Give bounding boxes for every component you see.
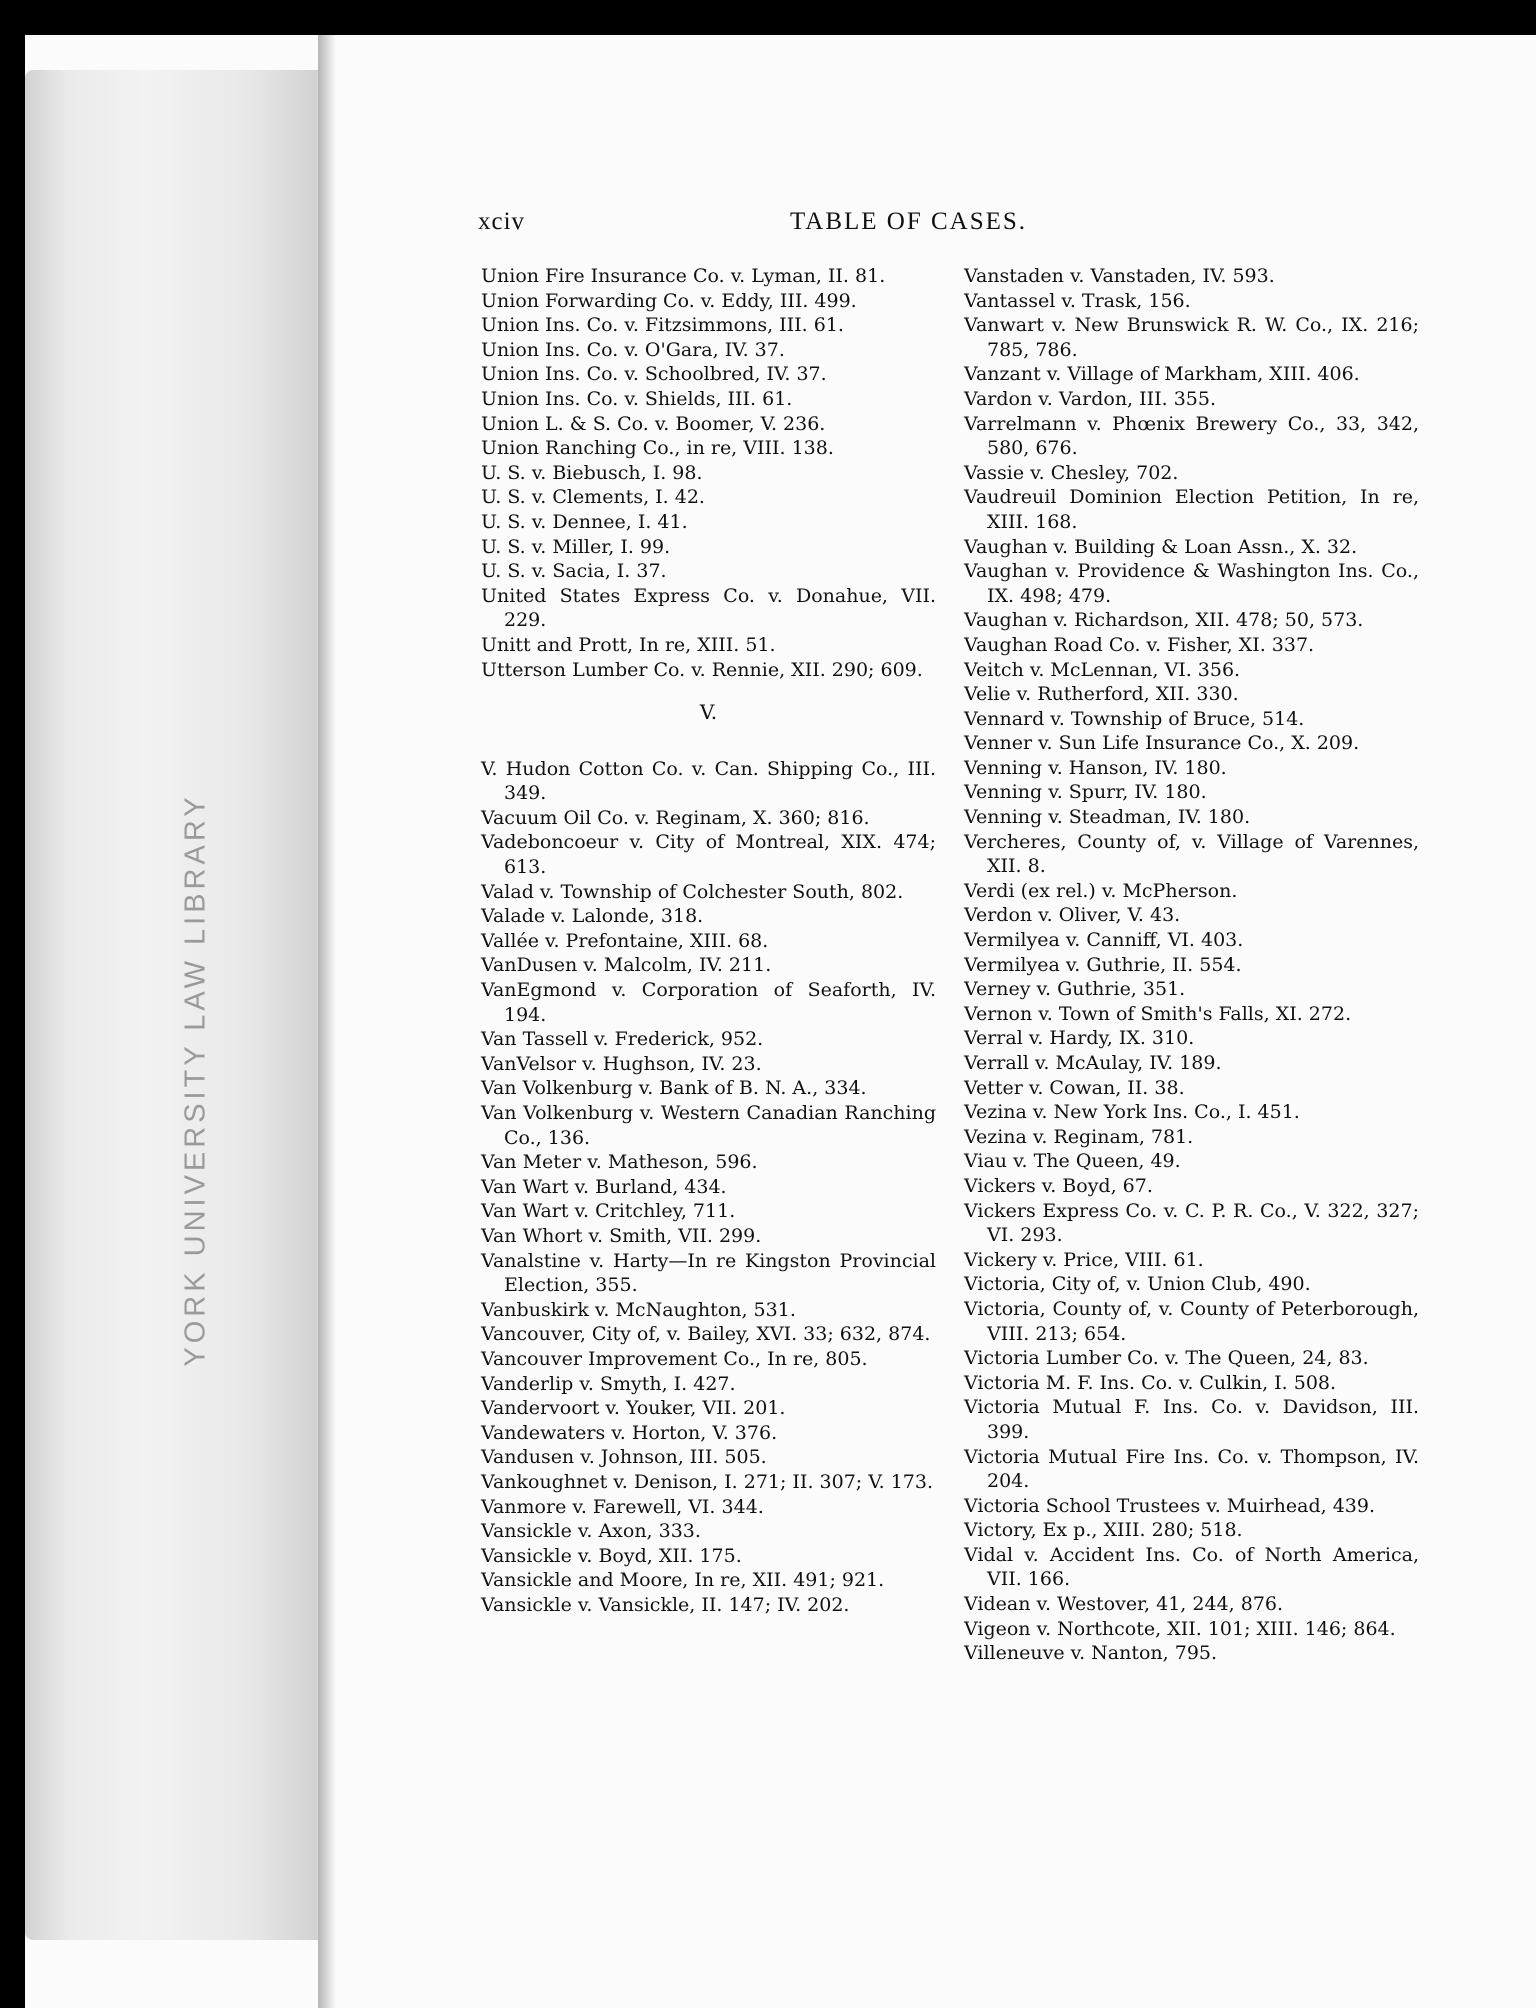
- case-entry: Vickery v. Price, VIII. 61.: [964, 1248, 1204, 1271]
- case-entry: Vezina v. New York Ins. Co., I. 451.: [964, 1101, 1300, 1124]
- case-entry: Union Fire Insurance Co. v. Lyman, II. 81.: [481, 265, 886, 287]
- case-entry: Vermilyea v. Canniff, VI. 403.: [964, 929, 1244, 952]
- case-entry: V. Hudon Cotton Co. v. Can. Shipping Co., III. 349.: [481, 757, 936, 805]
- page-number: xciv: [478, 208, 526, 235]
- section-heading: V.: [699, 700, 718, 725]
- case-entry: United States Express Co. v. Donahue, VII. 229.: [481, 584, 936, 632]
- case-entry: Vercheres, County of, v. Village of Varennes, XII. 8.: [964, 830, 1419, 878]
- case-entry: Vickers Express Co. v. C. P. R. Co., V. 322, 327; VI. 293.: [964, 1199, 1419, 1247]
- case-entry: U. S. v. Dennee, I. 41.: [481, 510, 688, 533]
- case-entry: Viau v. The Queen, 49.: [964, 1150, 1181, 1173]
- left-column-u-entries: [481, 264, 936, 682]
- case-entry: Vaudreuil Dominion Election Petition, In re, XIII. 168.: [964, 486, 1419, 533]
- case-entry: Union Ins. Co. v. Fitzsimmons, III. 61.: [481, 314, 844, 337]
- case-entry: Valade v. Lalonde, 318.: [481, 905, 704, 928]
- case-entry: Venning v. Steadman, IV. 180.: [964, 806, 1251, 829]
- case-entry: Vaughan v. Providence & Washington Ins. Co., IX. 498; 479.: [964, 560, 1419, 607]
- case-entry: U. S. v. Miller, I. 99.: [481, 535, 671, 558]
- case-entry: Verney v. Guthrie, 351.: [964, 978, 1186, 1001]
- case-entry: Victoria, County of, v. County of Peterborough, VIII. 213; 654.: [964, 1297, 1419, 1345]
- book-spine-edge: [25, 70, 325, 1940]
- case-entry: Villeneuve v. Nanton, 795.: [964, 1642, 1218, 1665]
- case-entry: Van Wart v. Burland, 434.: [481, 1175, 727, 1198]
- case-entry: Vandusen v. Johnson, III. 505.: [481, 1446, 767, 1469]
- case-entry: Union Ranching Co., in re, VIII. 138.: [481, 437, 834, 460]
- case-entry: Vermilyea v. Guthrie, II. 554.: [964, 953, 1242, 976]
- case-entry: Vernon v. Town of Smith's Falls, XI. 272.: [964, 1002, 1352, 1025]
- case-entry: Vacuum Oil Co. v. Reginam, X. 360; 816.: [481, 806, 870, 829]
- page-header: [0, 208, 1536, 238]
- case-entry: Vardon v. Vardon, III. 355.: [964, 387, 1217, 410]
- case-entry: Union Ins. Co. v. Shields, III. 61.: [481, 387, 793, 410]
- case-entry: Unitt and Prott, In re, XIII. 51.: [481, 633, 776, 656]
- case-entry: Victoria Mutual Fire Ins. Co. v. Thompson, IV. 204.: [964, 1445, 1419, 1493]
- case-entry: Vickers v. Boyd, 67.: [964, 1174, 1153, 1197]
- case-entry: Vancouver Improvement Co., In re, 805.: [481, 1347, 868, 1370]
- case-entry: Vansickle v. Boyd, XII. 175.: [481, 1544, 742, 1567]
- case-entry: Vetter v. Cowan, II. 38.: [964, 1076, 1185, 1099]
- case-entry: Vantassel v. Trask, 156.: [964, 289, 1191, 312]
- case-entry: Videan v. Westover, 41, 244, 876.: [964, 1593, 1284, 1616]
- case-entry: Vancouver, City of, v. Bailey, XVI. 33; 632, 874.: [481, 1323, 931, 1346]
- case-entry: Vezina v. Reginam, 781.: [964, 1125, 1194, 1148]
- case-entry: U. S. v. Sacia, I. 37.: [481, 560, 667, 583]
- case-entry: Verral v. Hardy, IX. 310.: [964, 1027, 1195, 1050]
- case-entry: Vaughan Road Co. v. Fisher, XI. 337.: [964, 633, 1315, 656]
- case-entry: Vidal v. Accident Ins. Co. of North America, VII. 166.: [964, 1543, 1419, 1591]
- case-entry: Vandewaters v. Horton, V. 376.: [481, 1421, 778, 1444]
- case-entry: Union Ins. Co. v. Schoolbred, IV. 37.: [481, 363, 827, 386]
- case-entry: VanDusen v. Malcolm, IV. 211.: [481, 954, 772, 977]
- left-column-v-entries: [481, 757, 936, 1618]
- case-entry: Vankoughnet v. Denison, I. 271; II. 307; V. 173.: [481, 1470, 934, 1493]
- case-entry: Van Wart v. Critchley, 711.: [481, 1200, 736, 1223]
- case-entry: Van Volkenburg v. Western Canadian Ranching Co., 136.: [481, 1102, 936, 1149]
- case-entry: Van Volkenburg v. Bank of B. N. A., 334.: [481, 1077, 867, 1100]
- case-entry: U. S. v. Biebusch, I. 98.: [481, 461, 703, 484]
- case-entry: Utterson Lumber Co. v. Rennie, XII. 290; 609.: [481, 658, 923, 681]
- case-entry: Velie v. Rutherford, XII. 330.: [964, 683, 1239, 706]
- case-entry: Van Whort v. Smith, VII. 299.: [481, 1224, 762, 1247]
- case-entry: Union L. & S. Co. v. Boomer, V. 236.: [481, 412, 826, 435]
- case-entry: Vanbuskirk v. McNaughton, 531.: [481, 1298, 796, 1321]
- case-entry: Union Forwarding Co. v. Eddy, III. 499.: [481, 289, 857, 312]
- case-entry: Venner v. Sun Life Insurance Co., X. 209.: [964, 732, 1360, 755]
- right-column: [964, 264, 1419, 1666]
- case-entry: Verdon v. Oliver, V. 43.: [964, 904, 1181, 927]
- case-entry: Vansickle v. Axon, 333.: [481, 1520, 701, 1543]
- case-entry: Victoria School Trustees v. Muirhead, 439.: [964, 1494, 1376, 1517]
- case-entry: Verdi (ex rel.) v. McPherson.: [964, 879, 1238, 902]
- case-entry: Vansickle v. Vansickle, II. 147; IV. 202.: [481, 1593, 850, 1616]
- case-entry: Vallée v. Prefontaine, XIII. 68.: [481, 929, 769, 952]
- case-entry: Vandervoort v. Youker, VII. 201.: [481, 1397, 786, 1420]
- case-entry: Union Ins. Co. v. O'Gara, IV. 37.: [481, 338, 785, 361]
- case-entry: Vadeboncoeur v. City of Montreal, XIX. 474; 613.: [481, 831, 936, 879]
- case-entry: Vanderlip v. Smyth, I. 427.: [481, 1372, 736, 1395]
- library-stamp-text: YORK UNIVERSITY LAW LIBRARY: [179, 793, 212, 1367]
- case-entry: Vanwart v. New Brunswick R. W. Co., IX. 216; 785, 786.: [964, 314, 1419, 361]
- case-entry: Victoria M. F. Ins. Co. v. Culkin, I. 508.: [964, 1371, 1337, 1394]
- case-entry: U. S. v. Clements, I. 42.: [481, 486, 705, 509]
- case-entry: Venning v. Hanson, IV. 180.: [964, 756, 1227, 779]
- case-entry: Vanalstine v. Harty—In re Kingston Provincial Election, 355.: [481, 1249, 936, 1297]
- case-entry: Vaughan v. Richardson, XII. 478; 50, 573.: [964, 609, 1364, 632]
- case-entry: Victoria Mutual F. Ins. Co. v. Davidson, III. 399.: [964, 1396, 1419, 1443]
- case-entry: Vassie v. Chesley, 702.: [964, 461, 1179, 484]
- page-title: TABLE OF CASES.: [790, 208, 1028, 235]
- spine-shadow: [318, 35, 336, 2008]
- right-column-entries: [964, 264, 1419, 1666]
- case-entry: VanVelsor v. Hughson, IV. 23.: [481, 1052, 762, 1075]
- case-entry: Van Meter v. Matheson, 596.: [481, 1151, 758, 1174]
- case-entry: Vanmore v. Farewell, VI. 344.: [481, 1495, 764, 1518]
- case-entry: Van Tassell v. Frederick, 952.: [481, 1028, 764, 1051]
- case-entry: Vennard v. Township of Bruce, 514.: [964, 707, 1305, 730]
- case-entry: Verrall v. McAulay, IV. 189.: [964, 1052, 1222, 1074]
- case-entry: Veitch v. McLennan, VI. 356.: [964, 658, 1241, 681]
- case-entry: Victoria Lumber Co. v. The Queen, 24, 83.: [964, 1347, 1369, 1370]
- left-column: [481, 264, 936, 1617]
- case-entry: Vansickle and Moore, In re, XII. 491; 921.: [481, 1569, 885, 1592]
- case-entry: Varrelmann v. Phœnix Brewery Co., 33, 342, 580, 676.: [964, 412, 1419, 460]
- case-entry: Venning v. Spurr, IV. 180.: [964, 781, 1207, 804]
- case-entry: Vigeon v. Northcote, XII. 101; XIII. 146; 864.: [964, 1617, 1396, 1640]
- case-entry: Vaughan v. Building & Loan Assn., X. 32.: [964, 535, 1358, 558]
- case-entry: Vanzant v. Village of Markham, XIII. 406.: [964, 363, 1360, 386]
- case-entry: VanEgmond v. Corporation of Seaforth, IV. 194.: [481, 979, 936, 1026]
- case-entry: Victory, Ex p., XIII. 280; 518.: [964, 1519, 1243, 1542]
- case-entry: Valad v. Township of Colchester South, 802.: [481, 880, 904, 903]
- case-entry: Victoria, City of, v. Union Club, 490.: [964, 1273, 1311, 1296]
- case-entry: Vanstaden v. Vanstaden, IV. 593.: [964, 265, 1275, 287]
